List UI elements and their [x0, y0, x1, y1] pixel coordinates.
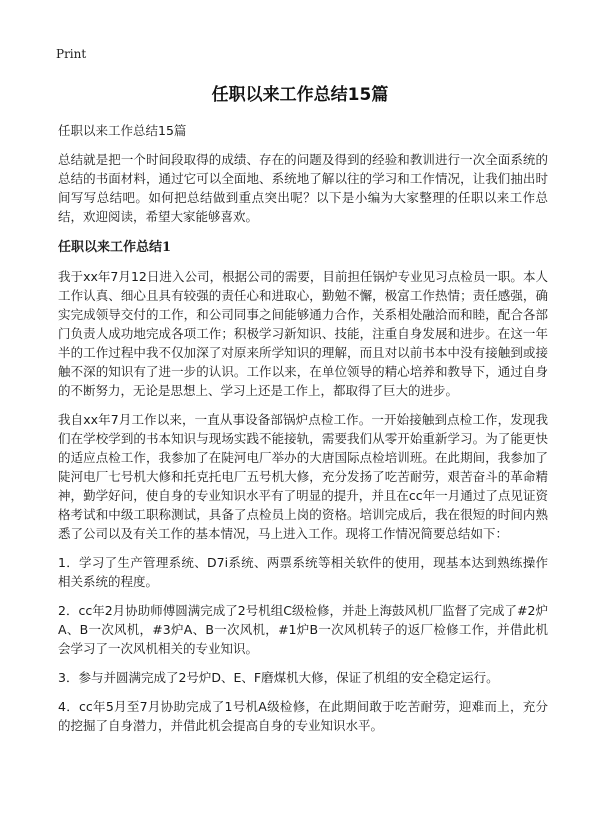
intro-paragraph: 总结就是把一个时间段取得的成绩、存在的问题及得到的经验和教训进行一次全面系统的总结的书面材料，通过它可以全面地、系统地了解以往的学习和工作情况，让我们抽出时间写写总结吧。如何把总结做到重点突出呢？以下是小编为大家整理的任职以来工作总结，欢迎阅读，希望大家能够喜欢。	[58, 152, 548, 224]
document-title: 任职以来工作总结15篇	[211, 85, 389, 105]
list-item: 4．cc年5月至7月协助完成了1号机A级检修，在此期间敢于吃苦耐劳，迎难而上，充分的挖掘了自身潜力，并借此机会提高自身的专业知识水平。	[58, 699, 548, 733]
body-paragraph: 我于xx年7月12日进入公司，根据公司的需要，目前担任锅炉专业见习点检员一职。本人工作认真、细心且具有较强的责任心和进取心，勤勉不懈，极富工作热情；责任感强，确实完成领导交付的工作，和公司同事之间能够通力合作，关系相处融洽而和睦，配合各部门负责人成功地完成各项工作；积极学习新知识、技能，注重自身发展和进步。在这一年半的工作过程中我不仅加深了对原来所学知识的理解，而且对以前书本中没有接触到或接触不深的知识有了进一步的认识。工作以来，在单位领导的精心培养和教导下，通过自身的不断努力，无论是思想上、学习上还是工作上，都取得了巨大的进步。	[58, 269, 548, 398]
body-paragraph: 我自xx年7月工作以来，一直从事设备部锅炉点检工作。一开始接触到点检工作，发现我们在学校学到的书本知识与现场实践不能接轨，需要我们从零开始重新学习。为了能更快的适应点检工作，我参加了在陡河电厂举办的大唐国际点检培训班。在此期间，我参加了陡河电厂七号机大修和托克托电厂五号机大修，充分发扬了吃苦耐劳，艰苦奋斗的革命精神，勤学好问，使自身的专业知识水平有了明显的提升，并且在cc年一月通过了点见证资格考试和中级工职称测试，具备了点检员上岗的资格。培训完成后，我在很短的时间内熟悉了公司以及有关工作的基本情况，马上进入工作。现将工作情况简要总结如下：	[58, 412, 548, 541]
document-subtitle: 任职以来工作总结15篇	[58, 123, 187, 138]
section-heading: 任职以来工作总结1	[58, 240, 172, 255]
document-body	[58, 150, 548, 745]
list-item: 3．参与并圆满完成了2号炉D、E、F磨煤机大修，保证了机组的安全稳定运行。	[58, 670, 499, 685]
print-link[interactable]: Print	[56, 47, 87, 61]
list-item: 1．学习了生产管理系统、D7i系统、两票系统等相关软件的使用，现基本达到熟练操作相关系统的程度。	[58, 555, 548, 589]
list-item: 2．cc年2月协助师傅圆满完成了2号机组C级检修，并赴上海鼓风机厂监督了完成了#2炉A、B一次风机，#3炉A、B一次风机，#1炉B一次风机转子的返厂检修工作，并借此机会学习了一次风机相关的专业知识。	[58, 603, 548, 656]
